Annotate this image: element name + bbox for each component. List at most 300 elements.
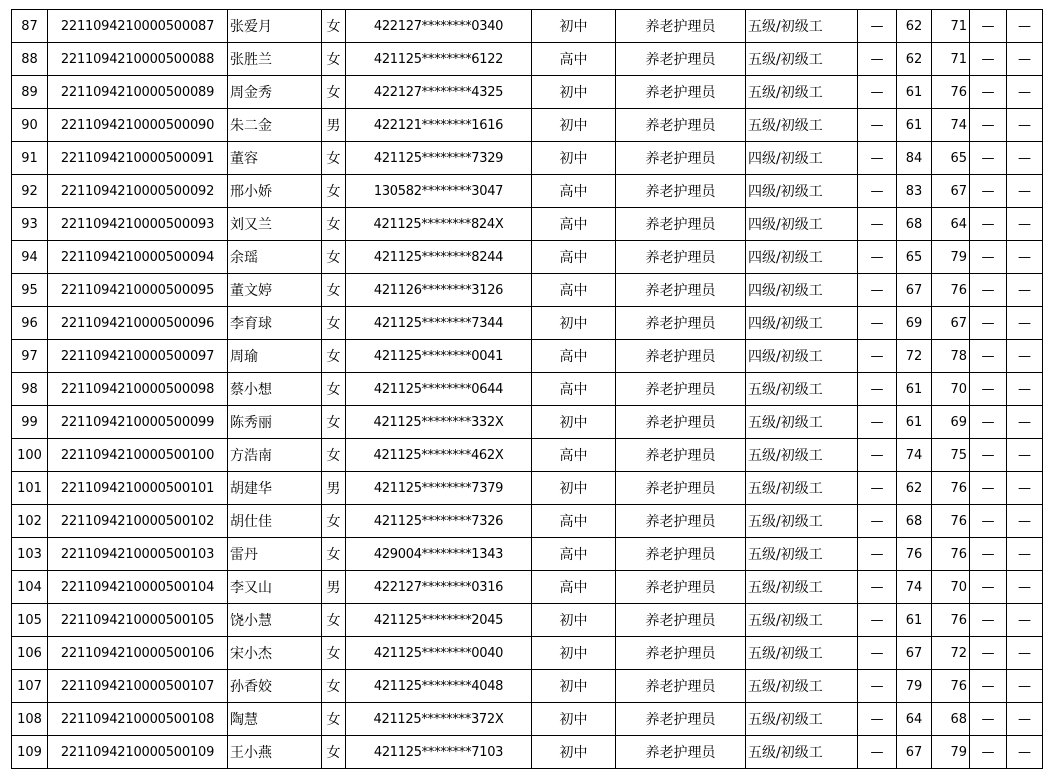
dash-cell: — [858,274,897,307]
certificate-number: 2211094210000500107 [48,670,228,703]
practical-score: 74 [932,109,970,142]
person-name: 李育球 [228,307,322,340]
table-row [12,208,1043,241]
gender: 女 [322,670,346,703]
dash-cell: — [970,670,1007,703]
certificate-number: 2211094210000500095 [48,274,228,307]
id-number: 421125********824X [346,208,532,241]
gender: 男 [322,571,346,604]
table-row [12,175,1043,208]
dash-cell: — [1007,637,1043,670]
theory-score: 68 [897,505,932,538]
skill-level: 四级/初级工 [746,274,858,307]
dash-cell: — [858,406,897,439]
theory-score: 67 [897,274,932,307]
dash-cell: — [858,76,897,109]
row-number: 107 [12,670,48,703]
theory-score: 84 [897,142,932,175]
dash-cell: — [1007,670,1043,703]
skill-level: 四级/初级工 [746,208,858,241]
certificate-number: 2211094210000500098 [48,373,228,406]
dash-cell: — [970,109,1007,142]
occupation: 养老护理员 [616,76,746,109]
gender: 女 [322,274,346,307]
id-number: 421125********7103 [346,736,532,769]
person-name: 朱二金 [228,109,322,142]
roster-table-body [12,10,1043,769]
certificate-number: 2211094210000500097 [48,340,228,373]
dash-cell: — [1007,175,1043,208]
occupation: 养老护理员 [616,274,746,307]
roster-table [11,9,1043,769]
id-number: 421125********6122 [346,43,532,76]
row-number: 95 [12,274,48,307]
theory-score: 83 [897,175,932,208]
education: 高中 [532,274,616,307]
dash-cell: — [858,472,897,505]
dash-cell: — [858,142,897,175]
person-name: 余瑶 [228,241,322,274]
dash-cell: — [858,604,897,637]
gender: 女 [322,406,346,439]
dash-cell: — [970,142,1007,175]
dash-cell: — [970,439,1007,472]
row-number: 97 [12,340,48,373]
certificate-number: 2211094210000500105 [48,604,228,637]
gender: 女 [322,307,346,340]
skill-level: 五级/初级工 [746,109,858,142]
id-number: 421125********7329 [346,142,532,175]
dash-cell: — [858,307,897,340]
certificate-number: 2211094210000500108 [48,703,228,736]
dash-cell: — [858,538,897,571]
dash-cell: — [858,241,897,274]
education: 初中 [532,10,616,43]
practical-score: 79 [932,241,970,274]
gender: 女 [322,241,346,274]
occupation: 养老护理员 [616,736,746,769]
dash-cell: — [1007,340,1043,373]
skill-level: 四级/初级工 [746,142,858,175]
table-row [12,43,1043,76]
certificate-number: 2211094210000500088 [48,43,228,76]
dash-cell: — [970,505,1007,538]
theory-score: 76 [897,538,932,571]
education: 初中 [532,307,616,340]
practical-score: 76 [932,604,970,637]
person-name: 宋小杰 [228,637,322,670]
dash-cell: — [858,109,897,142]
theory-score: 61 [897,604,932,637]
dash-cell: — [1007,505,1043,538]
education: 高中 [532,505,616,538]
skill-level: 五级/初级工 [746,637,858,670]
row-number: 92 [12,175,48,208]
table-row [12,406,1043,439]
education: 初中 [532,109,616,142]
row-number: 93 [12,208,48,241]
dash-cell: — [970,406,1007,439]
occupation: 养老护理员 [616,43,746,76]
education: 初中 [532,670,616,703]
row-number: 90 [12,109,48,142]
dash-cell: — [970,307,1007,340]
theory-score: 62 [897,43,932,76]
row-number: 105 [12,604,48,637]
practical-score: 68 [932,703,970,736]
practical-score: 70 [932,571,970,604]
dash-cell: — [858,10,897,43]
theory-score: 64 [897,703,932,736]
practical-score: 67 [932,307,970,340]
gender: 女 [322,43,346,76]
theory-score: 61 [897,406,932,439]
dash-cell: — [1007,307,1043,340]
person-name: 周金秀 [228,76,322,109]
skill-level: 五级/初级工 [746,736,858,769]
gender: 女 [322,208,346,241]
certificate-number: 2211094210000500092 [48,175,228,208]
dash-cell: — [970,736,1007,769]
row-number: 104 [12,571,48,604]
table-row [12,670,1043,703]
occupation: 养老护理员 [616,109,746,142]
dash-cell: — [858,439,897,472]
person-name: 胡建华 [228,472,322,505]
gender: 女 [322,340,346,373]
person-name: 陈秀丽 [228,406,322,439]
skill-level: 四级/初级工 [746,340,858,373]
certificate-number: 2211094210000500104 [48,571,228,604]
dash-cell: — [1007,604,1043,637]
practical-score: 76 [932,76,970,109]
theory-score: 74 [897,571,932,604]
dash-cell: — [970,241,1007,274]
dash-cell: — [858,208,897,241]
person-name: 方浩南 [228,439,322,472]
dash-cell: — [858,703,897,736]
theory-score: 79 [897,670,932,703]
id-number: 421125********7344 [346,307,532,340]
occupation: 养老护理员 [616,637,746,670]
certificate-number: 2211094210000500101 [48,472,228,505]
education: 高中 [532,373,616,406]
person-name: 邢小娇 [228,175,322,208]
theory-score: 65 [897,241,932,274]
dash-cell: — [1007,76,1043,109]
table-row [12,538,1043,571]
certificate-number: 2211094210000500087 [48,10,228,43]
education: 初中 [532,736,616,769]
dash-cell: — [858,670,897,703]
dash-cell: — [1007,538,1043,571]
dash-cell: — [1007,142,1043,175]
occupation: 养老护理员 [616,175,746,208]
row-number: 99 [12,406,48,439]
gender: 女 [322,604,346,637]
dash-cell: — [1007,10,1043,43]
occupation: 养老护理员 [616,142,746,175]
theory-score: 74 [897,439,932,472]
education: 初中 [532,703,616,736]
education: 高中 [532,175,616,208]
theory-score: 61 [897,373,932,406]
table-row [12,439,1043,472]
education: 初中 [532,637,616,670]
person-name: 董容 [228,142,322,175]
gender: 女 [322,76,346,109]
skill-level: 五级/初级工 [746,670,858,703]
dash-cell: — [970,373,1007,406]
person-name: 胡仕佳 [228,505,322,538]
table-row [12,307,1043,340]
practical-score: 67 [932,175,970,208]
practical-score: 72 [932,637,970,670]
dash-cell: — [1007,109,1043,142]
practical-score: 69 [932,406,970,439]
row-number: 94 [12,241,48,274]
skill-level: 五级/初级工 [746,472,858,505]
table-row [12,76,1043,109]
row-number: 103 [12,538,48,571]
id-number: 429004********1343 [346,538,532,571]
id-number: 421125********0644 [346,373,532,406]
row-number: 98 [12,373,48,406]
row-number: 87 [12,10,48,43]
gender: 女 [322,142,346,175]
certificate-number: 2211094210000500103 [48,538,228,571]
theory-score: 69 [897,307,932,340]
certificate-number: 2211094210000500094 [48,241,228,274]
gender: 女 [322,175,346,208]
id-number: 421125********332X [346,406,532,439]
person-name: 蔡小想 [228,373,322,406]
gender: 女 [322,373,346,406]
occupation: 养老护理员 [616,472,746,505]
dash-cell: — [1007,472,1043,505]
skill-level: 五级/初级工 [746,373,858,406]
practical-score: 76 [932,538,970,571]
practical-score: 76 [932,472,970,505]
occupation: 养老护理员 [616,406,746,439]
gender: 女 [322,538,346,571]
occupation: 养老护理员 [616,373,746,406]
id-number: 421125********2045 [346,604,532,637]
theory-score: 67 [897,637,932,670]
theory-score: 61 [897,76,932,109]
practical-score: 75 [932,439,970,472]
id-number: 422121********1616 [346,109,532,142]
dash-cell: — [970,10,1007,43]
table-row [12,274,1043,307]
theory-score: 72 [897,340,932,373]
education: 初中 [532,406,616,439]
practical-score: 79 [932,736,970,769]
id-number: 421125********0041 [346,340,532,373]
certificate-number: 2211094210000500096 [48,307,228,340]
dash-cell: — [858,637,897,670]
person-name: 孙香姣 [228,670,322,703]
dash-cell: — [858,736,897,769]
skill-level: 五级/初级工 [746,703,858,736]
dash-cell: — [970,208,1007,241]
practical-score: 70 [932,373,970,406]
gender: 女 [322,505,346,538]
id-number: 421125********8244 [346,241,532,274]
dash-cell: — [970,340,1007,373]
education: 高中 [532,241,616,274]
practical-score: 76 [932,670,970,703]
id-number: 421125********372X [346,703,532,736]
id-number: 421125********7379 [346,472,532,505]
dash-cell: — [858,175,897,208]
gender: 女 [322,736,346,769]
skill-level: 五级/初级工 [746,538,858,571]
row-number: 88 [12,43,48,76]
id-number: 421125********462X [346,439,532,472]
occupation: 养老护理员 [616,10,746,43]
skill-level: 四级/初级工 [746,241,858,274]
table-row [12,571,1043,604]
occupation: 养老护理员 [616,340,746,373]
education: 高中 [532,340,616,373]
dash-cell: — [970,274,1007,307]
skill-level: 五级/初级工 [746,406,858,439]
certificate-number: 2211094210000500100 [48,439,228,472]
dash-cell: — [970,571,1007,604]
dash-cell: — [1007,406,1043,439]
person-name: 张爱月 [228,10,322,43]
gender: 女 [322,439,346,472]
person-name: 王小燕 [228,736,322,769]
education: 高中 [532,538,616,571]
table-row [12,637,1043,670]
id-number: 421126********3126 [346,274,532,307]
id-number: 130582********3047 [346,175,532,208]
theory-score: 67 [897,736,932,769]
education: 初中 [532,142,616,175]
certificate-number: 2211094210000500102 [48,505,228,538]
dash-cell: — [858,505,897,538]
practical-score: 71 [932,10,970,43]
id-number: 421125********4048 [346,670,532,703]
dash-cell: — [970,637,1007,670]
dash-cell: — [1007,736,1043,769]
table-row [12,142,1043,175]
certificate-number: 2211094210000500106 [48,637,228,670]
occupation: 养老护理员 [616,307,746,340]
occupation: 养老护理员 [616,505,746,538]
dash-cell: — [970,538,1007,571]
id-number: 421125********0040 [346,637,532,670]
id-number: 421125********7326 [346,505,532,538]
gender: 女 [322,10,346,43]
id-number: 422127********0340 [346,10,532,43]
dash-cell: — [858,571,897,604]
dash-cell: — [1007,241,1043,274]
practical-score: 78 [932,340,970,373]
skill-level: 五级/初级工 [746,43,858,76]
table-row [12,241,1043,274]
table-row [12,472,1043,505]
occupation: 养老护理员 [616,670,746,703]
row-number: 106 [12,637,48,670]
skill-level: 五级/初级工 [746,505,858,538]
id-number: 422127********4325 [346,76,532,109]
education: 高中 [532,43,616,76]
dash-cell: — [1007,439,1043,472]
education: 高中 [532,439,616,472]
skill-level: 五级/初级工 [746,571,858,604]
dash-cell: — [1007,274,1043,307]
education: 初中 [532,76,616,109]
education: 初中 [532,472,616,505]
row-number: 96 [12,307,48,340]
dash-cell: — [970,604,1007,637]
gender: 男 [322,472,346,505]
row-number: 101 [12,472,48,505]
education: 高中 [532,571,616,604]
row-number: 100 [12,439,48,472]
dash-cell: — [1007,208,1043,241]
dash-cell: — [970,76,1007,109]
occupation: 养老护理员 [616,538,746,571]
practical-score: 64 [932,208,970,241]
dash-cell: — [970,703,1007,736]
occupation: 养老护理员 [616,571,746,604]
occupation: 养老护理员 [616,703,746,736]
row-number: 108 [12,703,48,736]
skill-level: 五级/初级工 [746,604,858,637]
practical-score: 65 [932,142,970,175]
row-number: 102 [12,505,48,538]
practical-score: 71 [932,43,970,76]
table-row [12,505,1043,538]
person-name: 陶慧 [228,703,322,736]
skill-level: 五级/初级工 [746,76,858,109]
table-row [12,604,1043,637]
table-row [12,10,1043,43]
occupation: 养老护理员 [616,208,746,241]
theory-score: 62 [897,10,932,43]
person-name: 李又山 [228,571,322,604]
person-name: 张胜兰 [228,43,322,76]
theory-score: 61 [897,109,932,142]
practical-score: 76 [932,274,970,307]
dash-cell: — [1007,571,1043,604]
education: 初中 [532,604,616,637]
theory-score: 62 [897,472,932,505]
skill-level: 四级/初级工 [746,175,858,208]
table-row [12,373,1043,406]
person-name: 饶小慧 [228,604,322,637]
certificate-number: 2211094210000500099 [48,406,228,439]
certificate-number: 2211094210000500090 [48,109,228,142]
dash-cell: — [858,43,897,76]
occupation: 养老护理员 [616,604,746,637]
table-row [12,703,1043,736]
dash-cell: — [1007,43,1043,76]
id-number: 422127********0316 [346,571,532,604]
skill-level: 四级/初级工 [746,307,858,340]
dash-cell: — [1007,703,1043,736]
dash-cell: — [970,43,1007,76]
skill-level: 五级/初级工 [746,439,858,472]
person-name: 董文婷 [228,274,322,307]
dash-cell: — [858,373,897,406]
certificate-number: 2211094210000500093 [48,208,228,241]
person-name: 刘又兰 [228,208,322,241]
